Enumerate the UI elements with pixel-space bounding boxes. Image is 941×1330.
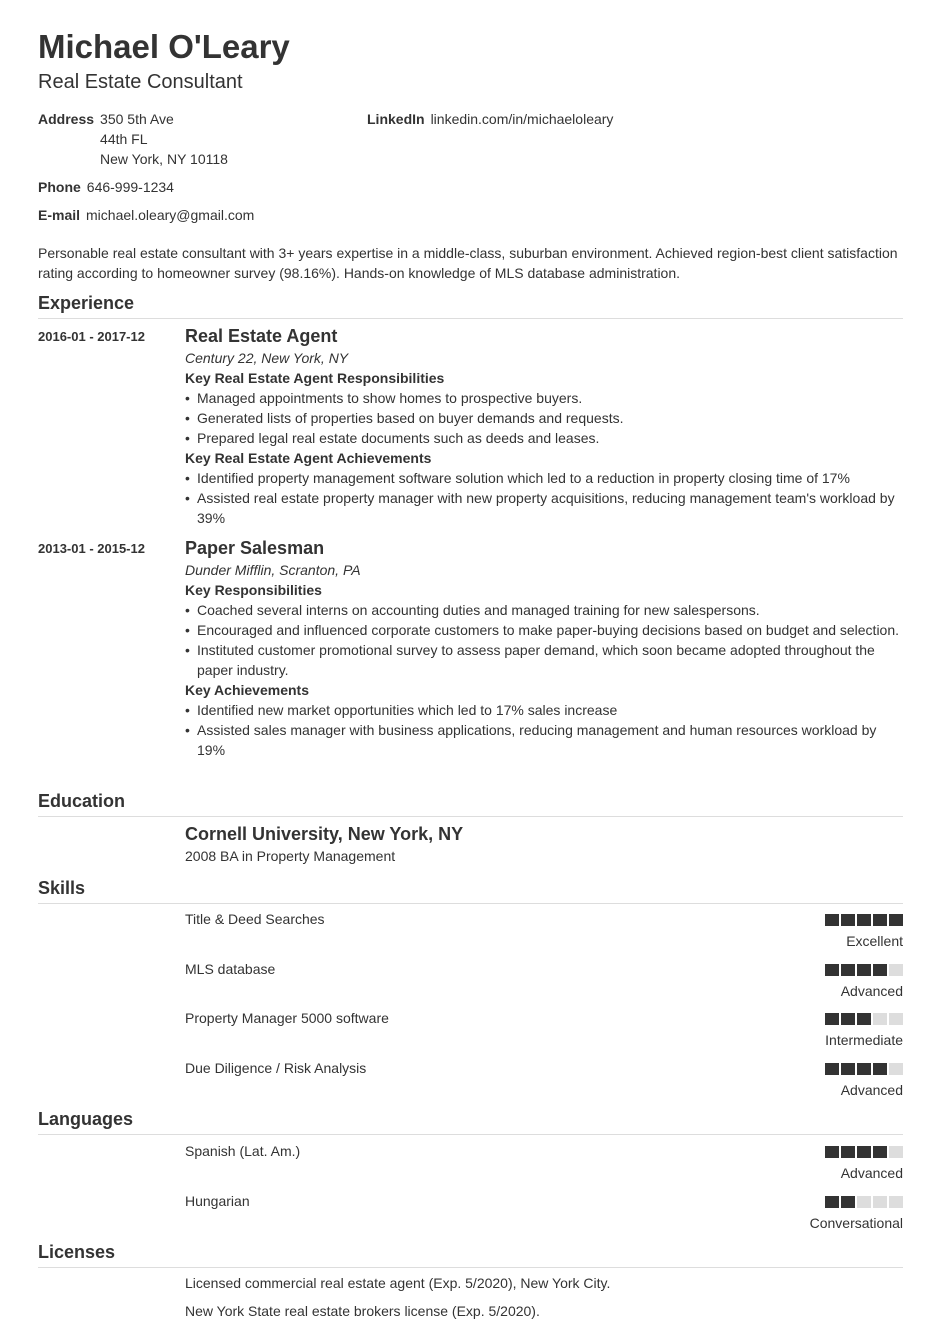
job-entry [185, 536, 903, 760]
rating-square-filled [825, 1013, 839, 1025]
rating-row [185, 1141, 903, 1185]
experience-section-header [38, 292, 903, 319]
rating-level: Advanced [840, 982, 903, 999]
list-item: • Prepared legal real estate documents such as deeds and leases. [185, 428, 903, 448]
address-block [38, 109, 228, 169]
rating-square-filled [841, 1013, 855, 1025]
rating-level: Advanced [840, 1081, 903, 1098]
licenses-heading: Licenses [38, 1242, 116, 1262]
rating-square-filled [825, 914, 839, 926]
rating-name: Spanish (Lat. Am.) [185, 1143, 301, 1159]
rating-square-empty [889, 1196, 903, 1208]
rating-name: Title & Deed Searches [185, 911, 325, 927]
rating-square-filled [873, 964, 887, 976]
list-item: • Identified new market opportunities which led to 17% sales increase [185, 700, 903, 720]
rating-bar [825, 964, 903, 976]
list-item: • Assisted sales manager with business applications, reducing management and human resources workload by 19% [185, 720, 903, 760]
responsibilities-heading: Key Responsibilities [185, 582, 322, 598]
degree: 2008 BA in Property Management [185, 848, 396, 864]
school-name: Cornell University, New York, NY [185, 824, 464, 844]
rating-square-filled [857, 914, 871, 926]
list-item: • Instituted customer promotional survey to assess paper demand, which soon became adopted throughout the paper industry. [185, 640, 903, 680]
rating-square-filled [825, 1146, 839, 1158]
rating-square-filled [825, 1063, 839, 1075]
list-item: • Identified property management software solution which led to a reduction in property closing time of 17% [185, 468, 903, 488]
rating-square-filled [841, 964, 855, 976]
achievements-heading: Key Achievements [185, 682, 309, 698]
education-entry [185, 822, 903, 866]
rating-name: Property Manager 5000 software [185, 1010, 389, 1026]
rating-row [185, 1058, 903, 1102]
job-dates: 2016-01 - 2017-12 [38, 329, 145, 344]
list-item: • Encouraged and influenced corporate customers to make paper-buying decisions based on budget and selection. [185, 620, 903, 640]
achievements-list [185, 468, 903, 528]
licenses-section-header [38, 1241, 903, 1268]
rating-row [185, 909, 903, 953]
candidate-name: Michael O'Leary [38, 28, 290, 65]
rating-bar [825, 1146, 903, 1158]
rating-square-filled [873, 1063, 887, 1075]
languages-heading: Languages [38, 1109, 134, 1129]
rating-square-empty [873, 1196, 887, 1208]
education-heading: Education [38, 791, 126, 811]
rating-square-filled [857, 964, 871, 976]
rating-row [185, 1008, 903, 1052]
job-entry [185, 324, 903, 528]
rating-square-filled [857, 1013, 871, 1025]
address-label: Address [38, 111, 95, 127]
rating-level: Excellent [846, 933, 903, 949]
education-section-header [38, 790, 903, 817]
rating-level: Intermediate [825, 1032, 903, 1048]
rating-row [185, 1191, 903, 1235]
skills-heading: Skills [38, 878, 86, 898]
rating-square-empty [889, 1063, 903, 1075]
job-title: Real Estate Agent [185, 326, 338, 346]
linkedin-link[interactable]: linkedin.com/in/michaeloleary [430, 111, 614, 127]
job-title: Paper Salesman [185, 538, 325, 558]
rating-square-empty [889, 1013, 903, 1025]
rating-square-filled [889, 914, 903, 926]
job-dates: 2013-01 - 2015-12 [38, 541, 145, 556]
languages-section-header [38, 1108, 903, 1135]
rating-square-filled [857, 1146, 871, 1158]
email-link[interactable]: michael.oleary@gmail.com [86, 207, 255, 223]
rating-level: Advanced [840, 1165, 903, 1181]
job-company: Century 22, New York, NY [185, 350, 349, 366]
license-item: New York State real estate brokers license (Exp. 5/2020). [185, 1303, 540, 1319]
rating-square-filled [873, 914, 887, 926]
address-value [100, 109, 228, 169]
rating-square-filled [841, 1196, 855, 1208]
experience-heading: Experience [38, 293, 135, 313]
list-item: • Generated lists of properties based on buyer demands and requests. [185, 408, 903, 428]
rating-square-filled [841, 1146, 855, 1158]
rating-name: MLS database [185, 960, 276, 977]
rating-square-filled [841, 914, 855, 926]
rating-bar [825, 1063, 903, 1075]
achievements-heading: Key Real Estate Agent Achievements [185, 450, 432, 466]
responsibilities-list [185, 388, 903, 448]
rating-square-filled [841, 1063, 855, 1075]
rating-square-empty [889, 964, 903, 976]
responsibilities-heading: Key Real Estate Agent Responsibilities [185, 370, 445, 386]
address-line: 350 5th Ave [100, 111, 174, 127]
rating-square-filled [825, 964, 839, 976]
rating-row [185, 959, 903, 1003]
skills-section-header [38, 877, 903, 904]
summary-text: Personable real estate consultant with 3+ years expertise in a middle-class, suburban environment. Achieved region-best client satisfaction rating according to homeowner survey (98.16%). Hands-on knowledge of MLS database administration. [38, 245, 898, 281]
responsibilities-list [185, 600, 903, 680]
rating-name: Hungarian [185, 1192, 250, 1209]
candidate-title: Real Estate Consultant [38, 71, 243, 93]
rating-square-filled [873, 1146, 887, 1158]
email-label: E-mail [38, 207, 81, 223]
linkedin-label: LinkedIn [367, 111, 425, 127]
rating-square-empty [857, 1196, 871, 1208]
address-line: 44th FL [100, 131, 148, 147]
phone-block [38, 177, 174, 197]
rating-bar [825, 914, 903, 926]
rating-bar [825, 1196, 903, 1208]
license-item: Licensed commercial real estate agent (Exp. 5/2020), New York City. [185, 1275, 611, 1291]
rating-bar [825, 1013, 903, 1025]
rating-square-filled [825, 1196, 839, 1208]
list-item: • Managed appointments to show homes to prospective buyers. [185, 388, 903, 408]
rating-name: Due Diligence / Risk Analysis [185, 1059, 367, 1076]
rating-square-empty [889, 1146, 903, 1158]
linkedin-block [367, 109, 613, 129]
email-block [38, 205, 254, 225]
address-line: New York, NY 10118 [100, 151, 228, 167]
achievements-list [185, 700, 903, 760]
job-company: Dunder Mifflin, Scranton, PA [185, 562, 361, 578]
list-item: • Assisted real estate property manager with new property acquisitions, reducing management team's workload by 39% [185, 488, 903, 528]
rating-level: Conversational [809, 1214, 903, 1231]
list-item: • Coached several interns on accounting duties and managed training for new salespersons. [185, 600, 903, 620]
rating-square-empty [873, 1013, 887, 1025]
phone-value: 646-999-1234 [86, 179, 174, 195]
phone-label: Phone [38, 179, 81, 195]
rating-square-filled [857, 1063, 871, 1075]
